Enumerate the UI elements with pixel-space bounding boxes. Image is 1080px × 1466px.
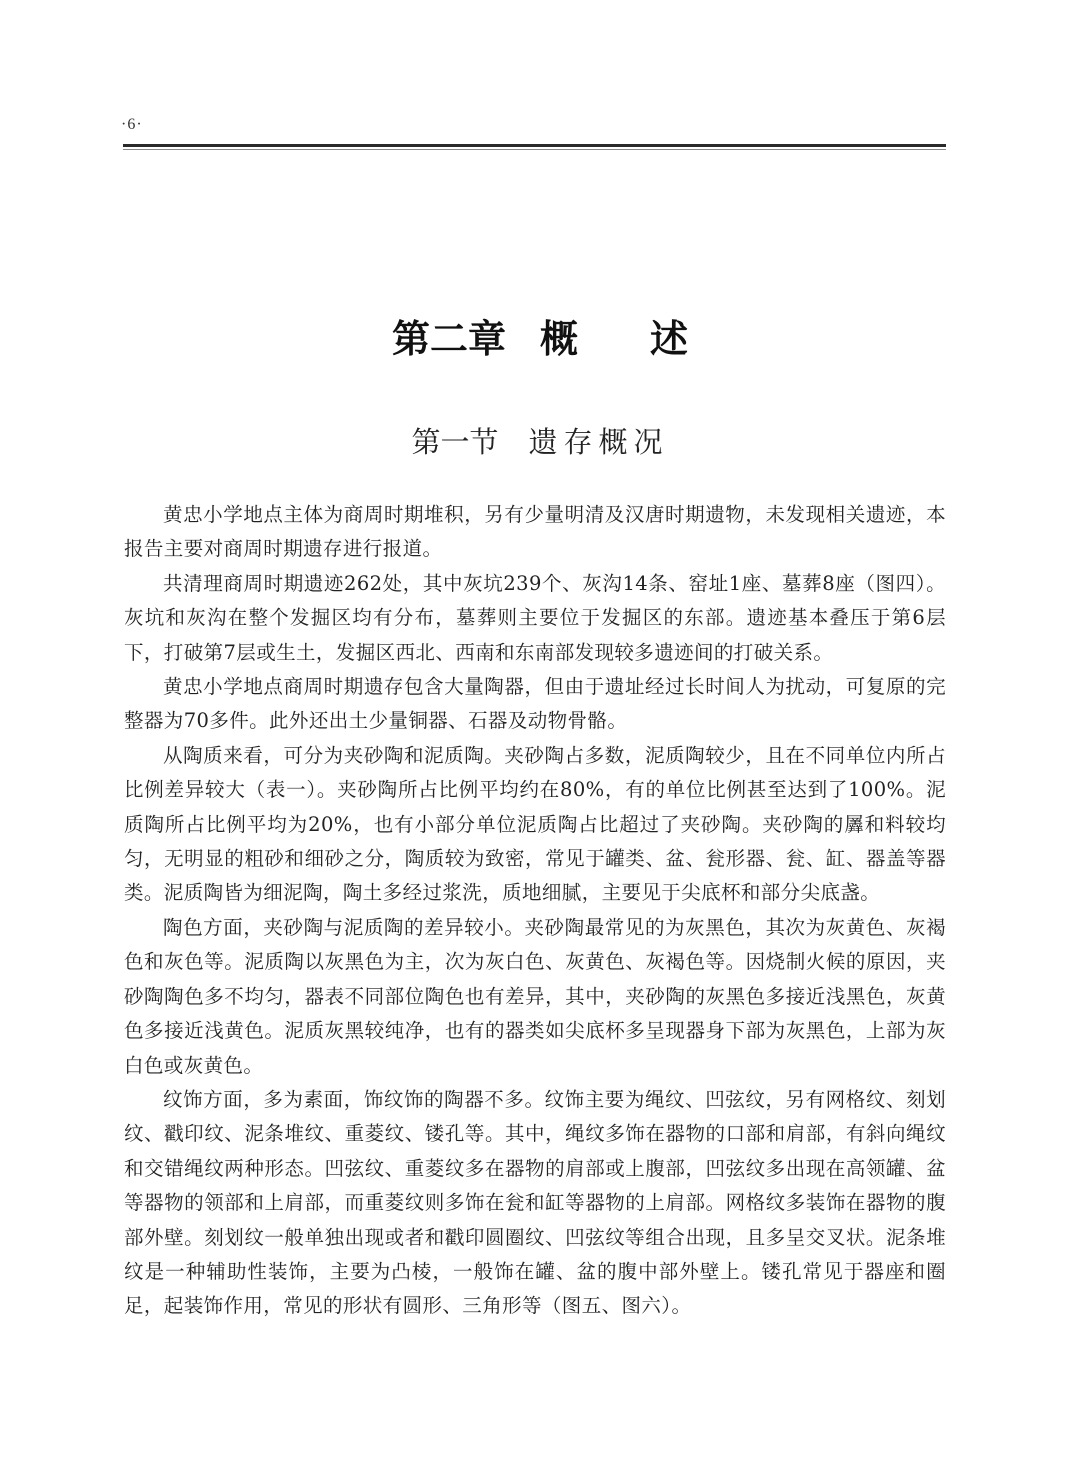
header-rule-thin: [123, 149, 946, 151]
section-title-text: 遗存概况: [528, 425, 669, 459]
paragraph: 陶色方面，夹砂陶与泥质陶的差异较小。夹砂陶最常见的为灰黑色，其次为灰黄色、灰褐色和灰色等。泥质陶以灰黑色为主，次为灰白色、灰黄色、灰褐色等。因烧制火候的原因，夹砂陶陶色多不均匀，器表不同部位陶色也有差异，其中，夹砂陶的灰黑色多接近浅黑色，灰黄色多接近浅黄色。泥质灰黑较纯净，也有的器类如尖底杯多呈现器身下部为灰黑色，上部为灰白色或灰黄色。: [124, 915, 946, 1077]
chapter-title-part2: 述: [650, 316, 689, 361]
paragraph: 纹饰方面，多为素面，饰纹饰的陶器不多。纹饰主要为绳纹、凹弦纹，另有网格纹、刻划纹、戳印纹、泥条堆纹、重菱纹、镂孔等。其中，绳纹多饰在器物的口部和肩部，有斜向绳纹和交错绳纹两种形态。凹弦纹、重菱纹多在器物的肩部或上腹部，凹弦纹多出现在高领罐、盆等器物的领部和上肩部，而重菱纹则多饰在瓮和缸等器物的上肩部。网格纹多装饰在器物的腹部外壁。刻划纹一般单独出现或者和戳印圆圈纹、凹弦纹等组合出现，且多呈交叉状。泥条堆纹是一种辅助性装饰，主要为凸棱，一般饰在罐、盆的腹中部外壁上。镂孔常见于器座和圈足，起装饰作用，常见的形状有圆形、三角形等（图五、图六）。: [124, 1087, 946, 1318]
section-number: 第一节: [411, 425, 499, 459]
chapter-title: [0, 308, 1080, 363]
header-rule-thick: [123, 144, 946, 147]
paragraph: 黄忠小学地点商周时期遗存包含大量陶器，但由于遗址经过长时间人为扰动，可复原的完整器为70多件。此外还出土少量铜器、石器及动物骨骼。: [124, 675, 946, 733]
paragraph: 黄忠小学地点主体为商周时期堆积，另有少量明清及汉唐时期遗物，未发现相关遗迹，本报告主要对商周时期遗存进行报道。: [124, 503, 946, 561]
chapter-number: 第二章: [391, 316, 506, 361]
paragraph: 共清理商周时期遗迹262处，其中灰坑239个、灰沟14条、窑址1座、墓葬8座（图四）。灰坑和灰沟在整个发掘区均有分布，墓葬则主要位于发掘区的东部。遗迹基本叠压于第6层下，打破第7层或生土，发掘区西北、西南和东南部发现较多遗迹间的打破关系。: [124, 571, 946, 664]
section-title: [0, 420, 1080, 461]
body-text: [124, 498, 946, 1324]
paragraph: 从陶质来看，可分为夹砂陶和泥质陶。夹砂陶占多数，泥质陶较少，且在不同单位内所占比例差异较大（表一）。夹砂陶所占比例平均约在80%，有的单位比例甚至达到了100%。泥质陶所占比例平均为20%，也有小部分单位泥质陶占比超过了夹砂陶。夹砂陶的羼和料较均匀，无明显的粗砂和细砂之分，陶质较为致密，常见于罐类、盆、瓮形器、瓮、缸、器盖等器类。泥质陶皆为细泥陶，陶土多经过浆洗，质地细腻，主要见于尖底杯和部分尖底盏。: [124, 743, 946, 905]
page-number: ·6·: [121, 116, 143, 133]
chapter-title-part1: 概: [539, 316, 578, 361]
